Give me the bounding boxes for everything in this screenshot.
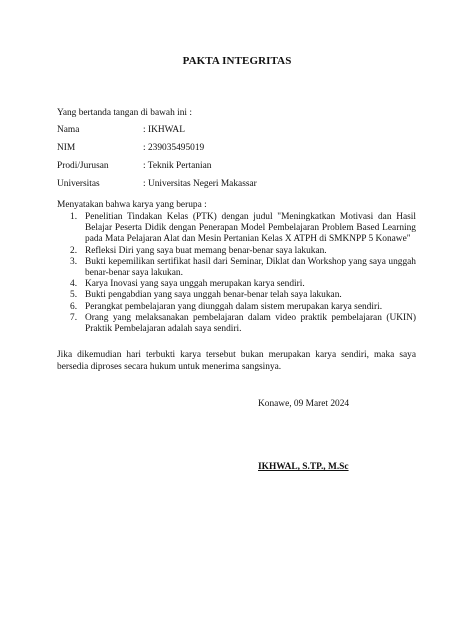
identity-label: Prodi/Jurusan (57, 161, 109, 171)
statement-lead: Menyatakan bahwa karya yang berupa : (57, 200, 207, 210)
list-item-number: 1. (70, 212, 78, 222)
statement-list (70, 212, 416, 335)
identity-row-prodi (57, 160, 417, 172)
list-item (70, 302, 416, 313)
list-item-number: 4. (70, 279, 78, 290)
list-item (70, 279, 416, 290)
list-item-number: 5. (70, 290, 78, 301)
intro-text: Yang bertanda tangan di bawah ini : (57, 108, 192, 118)
list-item-text: Perangkat pembelajaran yang diunggah dalam sistem merupakan karya sendiri. (85, 301, 383, 312)
identity-value: : Teknik Pertanian (143, 161, 212, 171)
list-item (70, 313, 416, 335)
closing-paragraph: Jika dikemudian hari terbukti karya tersebut bukan merupakan karya sendiri, maka saya bersedia diproses secara hukum untuk menerima sangsinya. (57, 350, 416, 372)
list-item (70, 212, 416, 246)
identity-label: Universitas (57, 179, 100, 189)
place-date: Konawe, 09 Maret 2024 (258, 399, 350, 409)
list-item (70, 246, 416, 257)
list-item (70, 290, 416, 301)
list-item-text: Refleksi Diri yang saya buat memang benar-benar saya lakukan. (85, 245, 327, 256)
list-item-number: 3. (70, 256, 78, 267)
identity-row-nim (57, 142, 417, 154)
identity-value: : Universitas Negeri Makassar (143, 179, 257, 189)
signatory-name: IKHWAL, S.TP., M.Sc (258, 462, 349, 472)
identity-row-name (57, 124, 417, 136)
list-item-text: Bukti kepemilikan sertifikat hasil dari Seminar, Diklat dan Workshop yang saya unggah benar-benar saya lakukan. (85, 256, 416, 279)
identity-row-universitas (57, 178, 417, 190)
list-item (70, 257, 416, 279)
list-item-text: Karya Inovasi yang saya unggah merupakan karya sendiri. (85, 279, 305, 290)
list-item-text: Orang yang melaksanakan pembelajaran dalam video praktik pembelajaran (UKIN) Praktik Pembelajaran adalah saya sendiri. (85, 312, 416, 335)
identity-value: : 239035495019 (143, 143, 205, 153)
list-item-text: Bukti pengabdian yang saya unggah benar-benar telah saya lakukan. (85, 290, 342, 301)
list-item-number: 6. (70, 301, 78, 312)
list-item-text: Penelitian Tindakan Kelas (PTK) dengan judul "Meningkatkan Motivasi dan Hasil Belajar Peserta Didik dengan Penerapan Model Pembelajaran Problem Based Learning pada Mata Pelajaran Alat dan Mesin Pertanian Kelas X ATPH di SMKNPP 5 Konawe" (85, 212, 416, 245)
list-item-number: 7. (70, 312, 78, 323)
identity-value: : IKHWAL (143, 125, 185, 135)
list-item-number: 2. (70, 245, 78, 256)
document-title: PAKTA INTEGRITAS (182, 55, 292, 67)
identity-label: Nama (57, 125, 80, 135)
identity-label: NIM (57, 143, 76, 153)
